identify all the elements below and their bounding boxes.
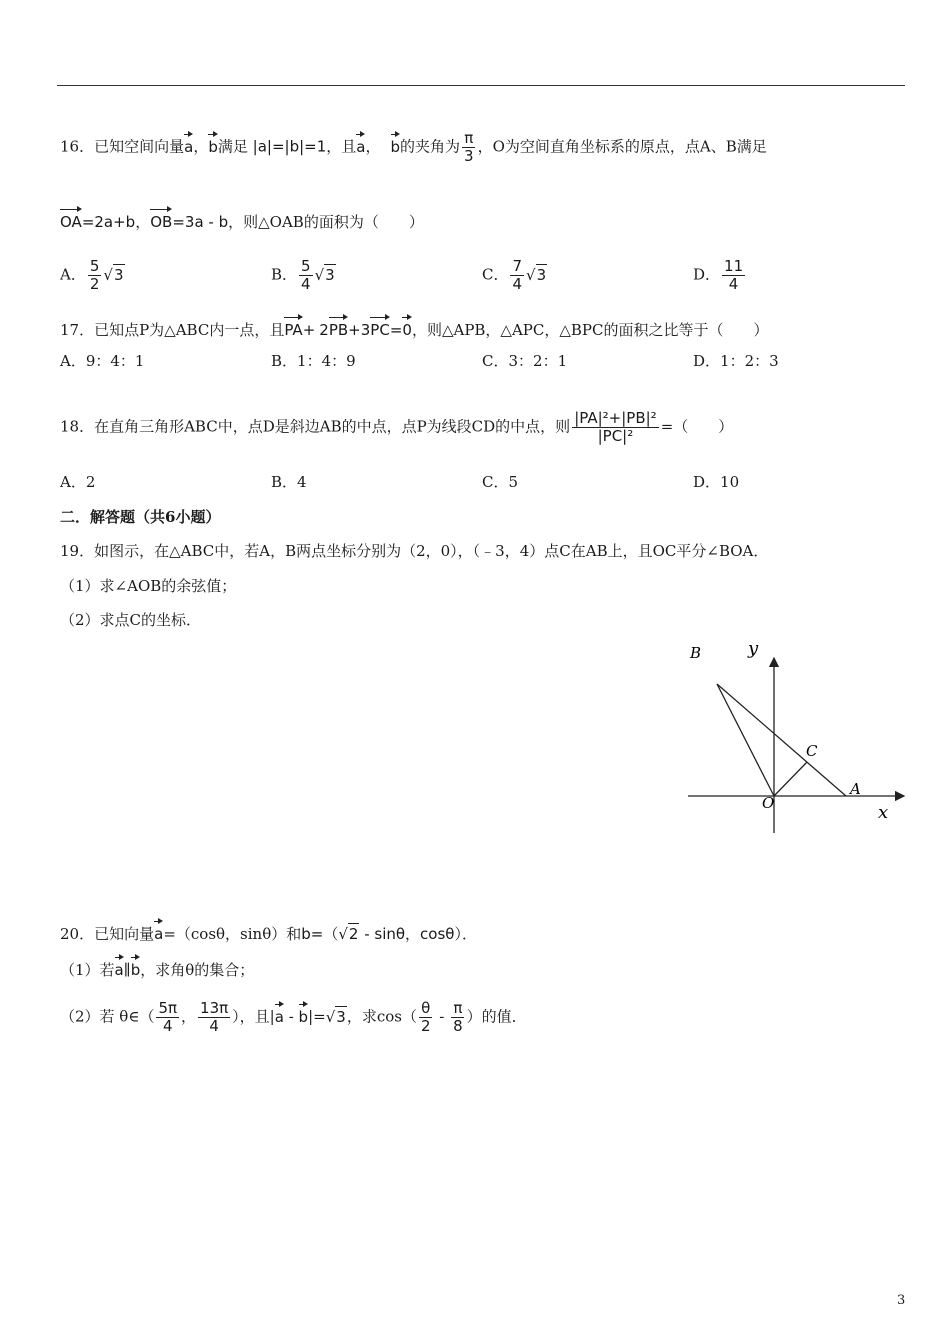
sqrt: √ 3 [314,265,335,284]
frac-num: 5 [301,257,311,275]
vector-pa: PA [284,314,302,340]
q16-text: 的夹角为 [400,137,461,156]
option-label: A． [60,265,86,284]
q17-number: 17． [60,321,95,339]
q20-p2-text: ，求cos（ [346,1007,417,1026]
plus-three: +3 [348,321,371,339]
vector-a: a [115,954,124,980]
q20-part1 [60,954,254,980]
vector-a: a [275,1001,284,1027]
option-frac [722,258,745,293]
ob-expression: =3a - b [172,213,229,231]
vector-a: a [154,918,163,944]
q19-figure [684,636,914,836]
frac-num: 11 [724,257,744,275]
section-title: 二．解答题（共6小题） [60,508,221,526]
q20-p2-text: |= [308,1007,326,1026]
frac-den: |PC|² [597,427,634,445]
label-a: A [850,780,861,798]
equals-sign: = [389,321,403,339]
segment-ob [717,684,774,796]
q18-fraction [572,410,659,445]
sqrt: √ 2 [338,925,359,943]
q17-option-a: A．9：4：1 [60,352,145,370]
plus-sign: + [302,321,316,339]
q17-text: 已知点P为△ABC内一点，且 [94,321,285,339]
q16-text: 满足 [217,137,248,156]
frac-den: 4 [162,1017,173,1035]
minus-sign: - [283,1007,299,1026]
option-label: B． [271,265,298,284]
q20-part2 [60,1000,527,1035]
header-rule [57,85,905,86]
pi-over-3 [462,130,476,165]
frac-5pi-4 [156,1000,179,1035]
frac-13pi-4 [198,1000,230,1035]
label-y: y [748,638,759,659]
q17-option-b: B．1：4：9 [271,352,356,370]
q20-text: =（cosθ，sinθ）和 [163,925,302,943]
q18-option-c: C．5 [482,473,519,491]
q17-text: ，则△APB，△APC，△BPC的面积之比等于（ ） [411,321,769,339]
option-label: D． [693,265,721,284]
oa-expression: =2a+b [81,213,136,231]
frac-num: π [453,999,463,1017]
frac-den: 4 [301,275,311,293]
q20-p2-text: （2）若 θ∈（ [60,1007,155,1026]
frac-den: 8 [453,1017,463,1035]
option-frac [510,258,524,293]
q20-line [60,918,477,944]
segment-oc [774,762,807,796]
zero-vector: 0 [402,314,412,340]
frac-num: θ [421,999,431,1017]
frac-num: 7 [512,257,523,275]
q18-line [60,410,733,445]
vector-b: b [391,131,401,157]
segment-ab [717,684,846,796]
frac-den: 4 [512,275,523,293]
q16-text: ，O为空间直角坐标系的原点，点A、B满足 [477,137,767,156]
vector-pc: PC [370,314,390,340]
q16-text: ，且 [326,137,357,156]
q20-number: 20． [60,925,95,943]
option-frac [299,258,313,293]
label-x: x [878,802,889,823]
q20-text: 已知向量 [94,925,155,943]
q20-p1-text: （1）若 [60,961,115,979]
radicand: 3 [325,265,335,284]
vector-b: b [208,131,218,157]
b-definition: b=（ [301,925,339,943]
comma: ， [181,1007,197,1026]
sqrt: √ 3 [103,265,124,284]
page-number: 3 [897,1293,906,1308]
q16-text: ，则△OAB的面积为（ ） [228,213,424,231]
frac-num: 5 [89,257,100,275]
q20-p2-text: ），且| [232,1007,275,1026]
frac-num: π [464,129,474,147]
q16-comma: ， [135,213,151,231]
q16-comma: ， [365,137,381,156]
q16-line-2 [60,206,424,232]
q16-option-d [693,258,747,293]
frac-theta-2 [419,1000,433,1035]
minus-sign: - [434,1007,450,1026]
vector-ob: OB [150,206,172,232]
q17-option-c: C．3：2：1 [482,352,568,370]
q16-line-1 [60,130,767,165]
q18-text: 在直角三角形ABC中，点D是斜边AB的中点，点P为线段CD的中点，则 [94,417,571,436]
vector-a: a [184,131,193,157]
q18-option-d: D．10 [693,473,740,491]
q17-line [60,314,769,340]
sqrt: √ 3 [325,1007,346,1026]
norm-equation: |a|=|b|=1 [252,137,327,156]
q16-option-a [60,258,125,293]
radicand: 3 [113,265,124,284]
frac-num: |PA|²+|PB|² [574,409,657,427]
q19-part1: （1）求∠AOB的余弦值； [60,577,237,595]
label-b: B [690,644,702,662]
sqrt: √ 3 [526,265,547,284]
frac-den: 2 [420,1017,431,1035]
q20-period: ． [461,925,477,943]
frac-num: 13π [200,999,229,1017]
frac-num: 5π [158,999,178,1017]
vector-pb: PB [329,314,348,340]
frac-den: 4 [728,275,739,293]
radicand: 3 [336,1007,346,1026]
frac-den: 2 [89,275,100,293]
q18-option-a: A．2 [60,473,96,491]
label-c: C [806,742,818,760]
q17-option-d: D．1：2：3 [693,352,779,370]
q18-text: =（ ） [660,417,734,436]
parallel-sign: ∥ [123,961,131,979]
q19-part2: （2）求点C的坐标． [60,611,202,629]
option-frac [88,258,102,293]
q16-comma: ， [193,137,209,156]
vector-b: b [131,954,141,980]
frac-pi-8 [451,1000,465,1035]
q16-option-b [271,258,336,293]
q16-text: 已知空间向量 [94,137,185,156]
q18-option-b: B．4 [271,473,307,491]
radicand: 2 [348,925,359,943]
frac-den: 4 [209,1017,219,1035]
q20-p1-text: ，求角θ的集合； [140,961,255,979]
q18-number: 18． [60,417,95,436]
coefficient: 2 [319,321,329,339]
vector-oa: OA [60,206,82,232]
q16-option-c [482,258,547,293]
option-label: C． [482,265,509,284]
b-definition-rest: - sinθ，cosθ） [359,925,462,943]
vector-a: a [356,131,365,157]
q16-number: 16． [60,137,95,156]
vector-b: b [299,1001,309,1027]
radicand: 3 [536,265,547,284]
q20-p2-text: ）的值． [466,1007,527,1026]
label-o: O [762,794,775,812]
frac-den: 3 [464,147,474,165]
q19-line: 19．如图示，在△ABC中，若A，B两点坐标分别为（2，0），（﹣3，4）点C在AB上，且OC平分∠BOA． [60,542,769,560]
